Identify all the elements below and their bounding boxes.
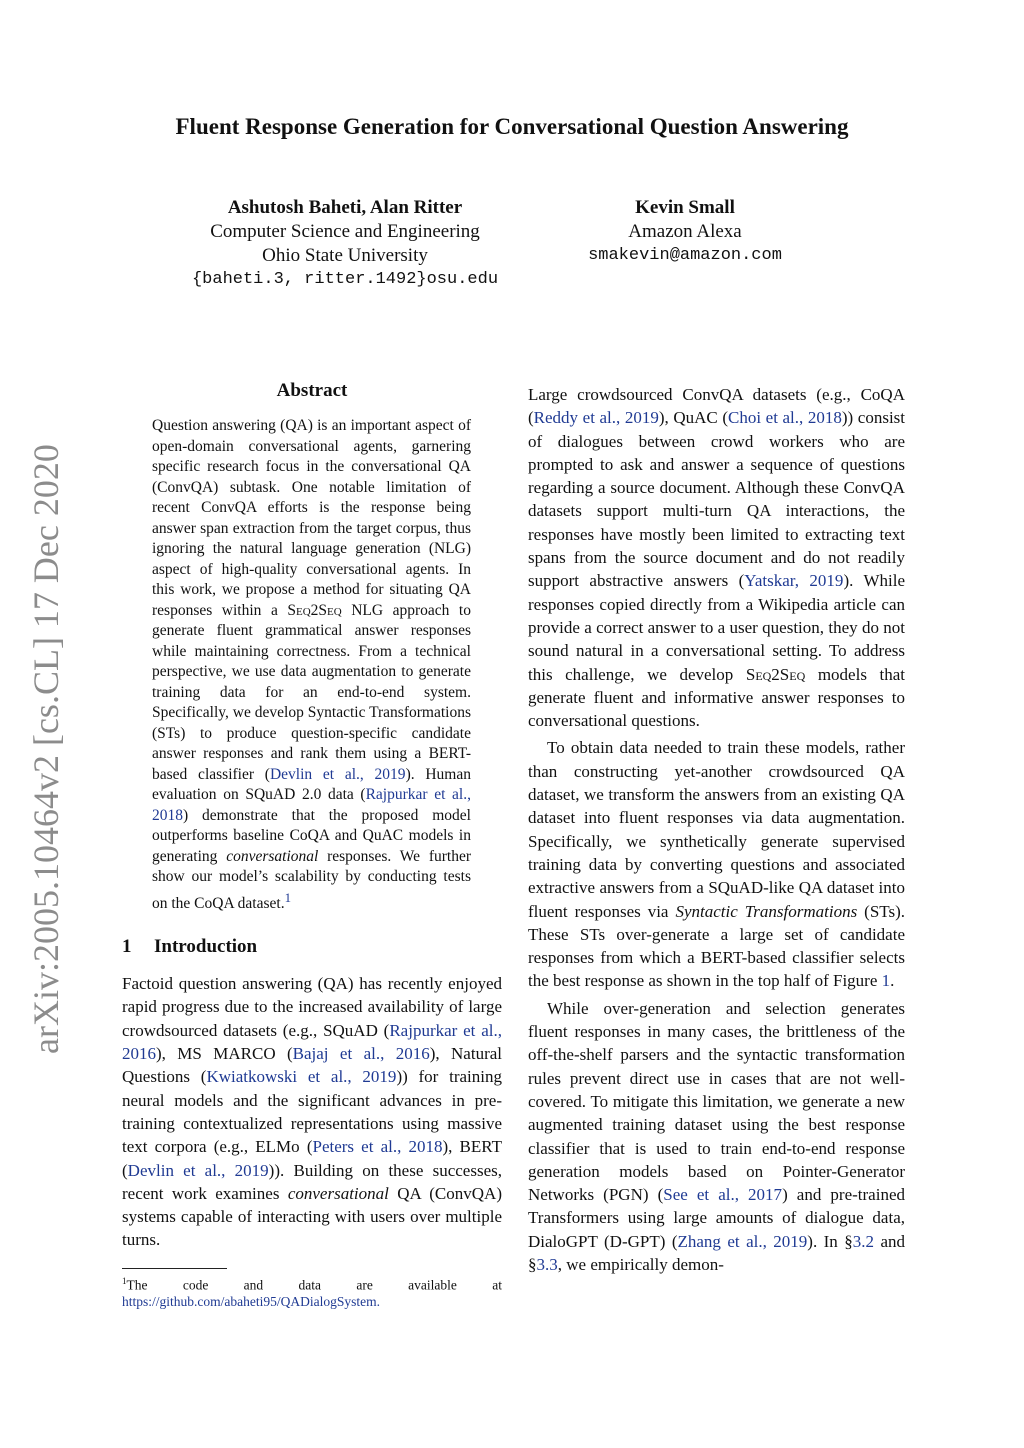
paper-title: Fluent Response Generation for Conversational Question Answering (175, 114, 849, 139)
author-affiliation: Amazon Alexa (628, 221, 742, 242)
author-affiliation: Computer Science and Engineering (210, 221, 480, 242)
footnote-marker[interactable]: 1 (284, 889, 292, 905)
citation-link[interactable]: Yatskar, 2019 (744, 571, 844, 591)
arxiv-stamp: arXiv:2005.10464v2 [cs.CL] 17 Dec 2020 (26, 444, 66, 1054)
section-ref-link[interactable]: 3.3 (536, 1254, 558, 1274)
footnote-divider (122, 1268, 227, 1269)
footnote: $^1$The code and data are available at https://github.com/abaheti95/QADialogSystem. (122, 1275, 502, 1310)
citation-link[interactable]: Peters et al., 2018 (312, 1137, 443, 1157)
section-heading-introduction: 1 Introduction (122, 936, 258, 958)
author-block-osu (150, 196, 540, 292)
citation-link[interactable]: Choi et al., 2018 (728, 408, 842, 428)
citation-link[interactable]: Rajpurkar et al., 2018 (152, 786, 471, 824)
body-paragraph: While over-generation and selection generates fluent responses in many cases, the brittleness of the off-the-shelf parsers and the syntactic transformation rules prevent direct use in cases that are not well-covered. To mitigate this limitation, we generate a new augmented training dataset using the best response classifier that is used to train end-to-end response generation models based on Pointer-Generator Networks (PGN) (See et al., 2017) and pre-trained Transformers using large amounts of dialogue data, DialoGPT (D-GPT) (Zhang et al., 2019). In §3.2 and §3.3, we empirically demon- (528, 998, 906, 1274)
body-paragraph: Large crowdsourced ConvQA datasets (e.g., CoQA (Reddy et al., 2019), QuAC (Choi et al., 2018)) consist of dialogues between crowd workers who are prompted to ask and answer a sequence of questions regarding a source document. Although these ConvQA datasets support multi-turn QA interactions, the responses have mostly been limited to extracting text spans from the source document and do not readily support abstractive answers (Yatskar, 2019). While responses copied directly from a Wikipedia article can provide a correct answer to a user question, they do not sound natural in a conversational setting. To address this challenge, we develop Seq2Seq models that generate fluent and informative answer responses to conversational questions. (528, 385, 906, 731)
citation-link[interactable]: Kwiatkowski et al., 2019 (206, 1067, 397, 1087)
citation-link[interactable]: Devlin et al., 2019 (269, 765, 406, 783)
citation-link[interactable]: Zhang et al., 2019 (677, 1231, 808, 1251)
author-email: {baheti.3, ritter.1492}osu.edu (191, 270, 499, 289)
author-affiliation: Ohio State University (262, 245, 428, 266)
citation-link[interactable]: Rajpurkar et al., 2016 (122, 1020, 502, 1064)
citation-link[interactable]: Reddy et al., 2019 (533, 408, 659, 428)
section-ref-link[interactable]: 3.2 (852, 1231, 875, 1251)
abstract-text: Question answering (QA) is an important aspect of open-domain conversational agents, garnering specific research focus in the conversational QA (ConvQA) subtask. One notable limitation of recent ConvQA efforts is the response being answer span extraction from the target corpus, thus ignoring the natural language generation (NLG) aspect of high-quality conversational agents. In this work, we propose a method for situating QA responses within a Seq2Seq NLG approach to generate fluent grammatical answer responses while maintaining correctness. From a technical perspective, we use data augmentation to generate training data for an end-to-end system. Specifically, we develop Syntactic Transformations (STs) to produce question-specific candidate answer responses and rank them using a BERT-based classifier (Devlin et al., 2019). Human evaluation on SQuAD 2.0 data (Rajpurkar et al., 2018) demonstrate that the proposed model outperforms baseline CoQA and QuAC models in generating conversational responses. We further show our model’s scalability by conducting tests on the CoQA dataset.$^1$ (152, 417, 471, 912)
citation-link[interactable]: See et al., 2017 (663, 1185, 783, 1205)
abstract-heading: Abstract (276, 380, 348, 401)
code-url-link[interactable]: https://github.com/abaheti95/QADialogSystem. (122, 1294, 380, 1310)
author-block-amazon (555, 196, 815, 268)
citation-link[interactable]: Devlin et al., 2019 (127, 1160, 269, 1180)
body-paragraph: To obtain data needed to train these models, rather than constructing yet-another crowdsourced QA dataset, we transform the answers from an existing QA dataset into fluent responses via data augmentation. Specifically, we synthetically generate supervised training data by converting questions and associated extractive answers from a SQuAD-like QA dataset into fluent responses via Syntactic Transformations (STs). These STs over-generate a large set of candidate responses from which a BERT-based classifier selects the best response as shown in the top half of Figure 1. (528, 738, 906, 991)
seq2seq-term: Seq2Seq (287, 601, 342, 619)
citation-link[interactable]: Bajaj et al., 2016 (292, 1044, 430, 1064)
right-column (528, 383, 905, 1276)
author-names: Ashutosh Baheti, Alan Ritter (227, 197, 463, 218)
seq2seq-term: Seq2Seq (745, 664, 806, 684)
intro-paragraph: Factoid question answering (QA) has recently enjoyed rapid progress due to the increased availability of large crowdsourced datasets (e.g., SQuAD (Rajpurkar et al., 2016), MS MARCO (Bajaj et al., 2016), Natural Questions (Kwiatkowski et al., 2019)) for training neural models and the significant advances in pre-training contextualized representations using massive text corpora (e.g., ELMo (Peters et al., 2018), BERT (Devlin et al., 2019)). Building on these successes, recent work examines conversational QA (ConvQA) systems capable of interacting with users over multiple turns. (122, 974, 503, 1250)
figure-ref-link[interactable]: 1 (881, 971, 891, 991)
author-names: Kevin Small (635, 197, 735, 218)
left-column (122, 380, 502, 1310)
author-email: smakevin@amazon.com (588, 246, 782, 265)
